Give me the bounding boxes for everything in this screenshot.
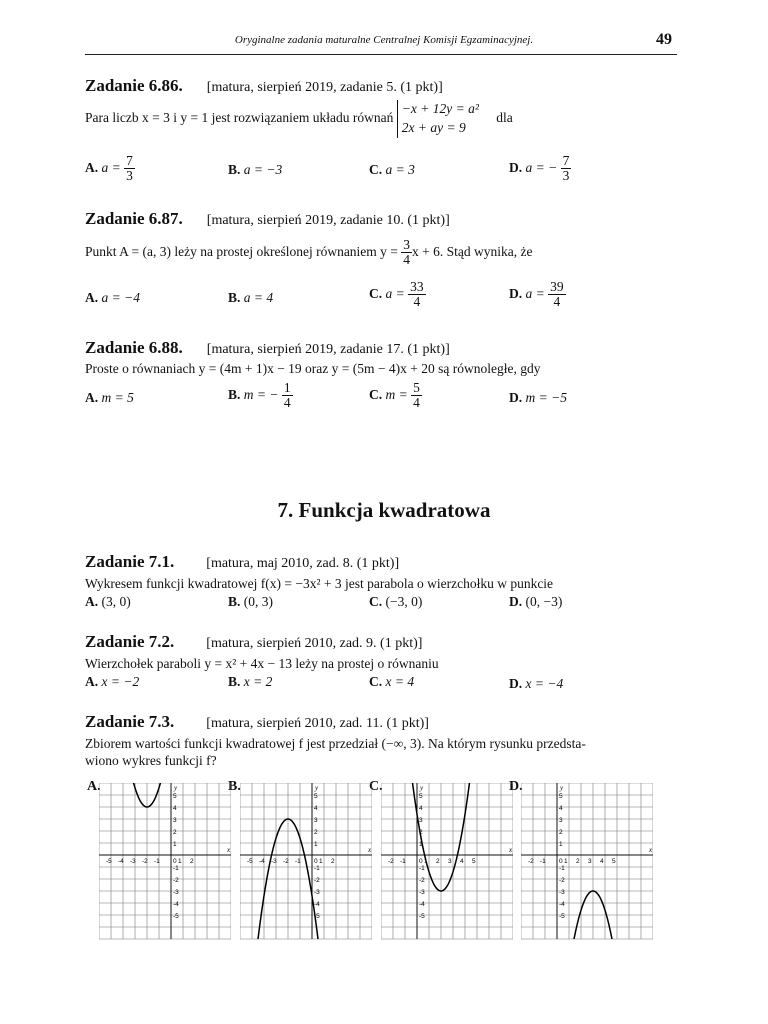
- y-tick-label: -3: [314, 889, 320, 896]
- answer-value: (3, 0): [101, 594, 131, 609]
- task-title: Zadanie 6.87.: [85, 209, 183, 228]
- y-tick-label: -1: [419, 865, 425, 872]
- answer-value: x = 4: [385, 674, 415, 689]
- task-text-tail: dla: [496, 109, 513, 125]
- y-tick-label: -5: [419, 913, 425, 920]
- task-title: Zadanie 7.3.: [85, 712, 175, 731]
- task-source: [matura, sierpień 2010, zad. 11. (1 pkt)]: [206, 716, 429, 731]
- x-tick-label: 0: [173, 858, 177, 865]
- answer-b: [228, 674, 272, 690]
- graph-b: [240, 783, 372, 943]
- answer-d: [509, 676, 563, 692]
- answer-value: a = −4: [101, 290, 140, 305]
- task-7-3-text-line2: wiono wykres funkcji f?: [85, 753, 217, 768]
- answer-label: C.: [369, 162, 383, 177]
- page-number: 49: [656, 31, 672, 48]
- task-6-86-text: [85, 100, 513, 138]
- task-text: Punkt A = (a, 3) leży na prostej określonej równaniem y =: [85, 243, 398, 259]
- x-tick-label: -4: [118, 858, 124, 865]
- y-tick-label: 4: [173, 805, 177, 812]
- graph-c: [381, 783, 513, 943]
- task-7-3-heading: [85, 712, 429, 732]
- task-source: [matura, sierpień 2019, zadanie 5. (1 pkt)]: [206, 80, 443, 95]
- equation-system: [397, 100, 479, 138]
- x-tick-label: -3: [130, 858, 136, 865]
- y-tick-label: 2: [419, 829, 423, 836]
- task-7-1-heading: [85, 552, 399, 572]
- x-tick-label: -1: [540, 858, 546, 865]
- x-axis-label: x: [649, 846, 653, 854]
- answer-a: [85, 290, 140, 306]
- y-tick-label: 3: [419, 817, 423, 824]
- y-tick-label: 2: [314, 829, 318, 836]
- answer-label: A.: [85, 674, 99, 689]
- task-title: Zadanie 7.1.: [85, 552, 175, 571]
- graph-a: [99, 783, 231, 943]
- x-tick-label: 1: [178, 858, 182, 865]
- answer-d: [509, 594, 562, 610]
- x-tick-label: 0: [314, 858, 318, 865]
- y-tick-label: 3: [314, 817, 318, 824]
- answer-c: [369, 162, 415, 178]
- y-tick-label: 1: [419, 841, 423, 848]
- x-tick-label: 5: [612, 858, 616, 865]
- answer-label: B.: [228, 162, 241, 177]
- fraction: $\frac{39}{4}$: [550, 279, 564, 310]
- x-tick-label: 2: [576, 858, 580, 865]
- answer-a: [85, 390, 134, 406]
- x-tick-label: -2: [142, 858, 148, 865]
- y-tick-label: 2: [173, 829, 177, 836]
- answer-value: a = −: [525, 159, 558, 175]
- answer-a: [85, 154, 135, 183]
- task-7-1-text: Wykresem funkcji kwadratowej f(x) = −3x² + 3 jest parabola o wierzchołku w punkcie: [85, 576, 554, 591]
- answer-label: D.: [509, 676, 523, 691]
- fraction: $\frac{7}{3}$: [562, 153, 570, 184]
- fraction: $\frac{1}{4}$: [283, 380, 291, 411]
- x-tick-label: -5: [247, 858, 253, 865]
- answer-value: a = −3: [243, 162, 283, 177]
- answer-d: [509, 390, 567, 406]
- y-tick-label: -1: [559, 865, 565, 872]
- x-tick-label: -3: [271, 858, 277, 865]
- answer-value: x = −4: [525, 676, 564, 691]
- x-tick-label: 2: [190, 858, 194, 865]
- y-tick-label: 4: [314, 805, 318, 812]
- y-tick-label: -2: [419, 877, 425, 884]
- y-tick-label: 3: [173, 817, 177, 824]
- y-tick-label: -3: [173, 889, 179, 896]
- y-tick-label: -5: [314, 913, 320, 920]
- task-title: Zadanie 6.88.: [85, 338, 183, 357]
- answer-value: m = −: [243, 386, 279, 402]
- y-tick-label: -2: [559, 877, 565, 884]
- y-axis-label: y: [560, 784, 564, 792]
- equation-1: −x + 12y = a²: [401, 101, 479, 116]
- x-tick-label: 0: [419, 858, 423, 865]
- task-text: Para liczb x = 3 i y = 1 jest rozwiązaniem układu równań: [85, 109, 394, 125]
- x-tick-label: 3: [448, 858, 452, 865]
- task-6-88-text: Proste o równaniach y = (4m + 1)x − 19 oraz y = (5m − 4)x + 20 są równoległe, gdy: [85, 361, 541, 376]
- y-tick-label: -1: [314, 865, 320, 872]
- x-tick-label: -5: [106, 858, 112, 865]
- answer-label: C.: [369, 285, 383, 301]
- x-tick-label: 3: [588, 858, 592, 865]
- task-source: [matura, sierpień 2019, zadanie 10. (1 pkt)]: [206, 213, 450, 228]
- y-tick-label: 4: [559, 805, 563, 812]
- task-6-88-heading: [85, 338, 450, 358]
- answer-label: B.: [228, 290, 241, 305]
- task-text-tail: x + 6. Stąd wynika, że: [412, 243, 533, 259]
- x-tick-label: -2: [388, 858, 394, 865]
- x-tick-label: 2: [436, 858, 440, 865]
- answer-label: D.: [509, 390, 523, 405]
- x-axis-label: x: [368, 846, 372, 854]
- graph-label-a: A.: [87, 779, 101, 794]
- answer-label: A.: [85, 594, 99, 609]
- answer-value: m = 5: [101, 390, 134, 405]
- y-tick-label: -3: [559, 889, 565, 896]
- y-tick-label: -1: [173, 865, 179, 872]
- answer-value: (−3, 0): [385, 594, 423, 609]
- x-tick-label: -1: [295, 858, 301, 865]
- answer-c: [369, 280, 426, 309]
- y-tick-label: 3: [559, 817, 563, 824]
- answer-value: (0, −3): [525, 594, 563, 609]
- y-tick-label: 5: [559, 793, 563, 800]
- y-tick-label: -5: [559, 913, 565, 920]
- y-axis-label: y: [420, 784, 424, 792]
- answer-value: a = 3: [385, 162, 415, 177]
- x-tick-label: -2: [283, 858, 289, 865]
- y-tick-label: 4: [419, 805, 423, 812]
- answer-value: x = −2: [101, 674, 140, 689]
- x-tick-label: -2: [528, 858, 534, 865]
- task-6-87-heading: [85, 209, 450, 229]
- answer-label: D.: [509, 159, 523, 175]
- task-source: [matura, maj 2010, zad. 8. (1 pkt)]: [206, 556, 400, 571]
- fraction: $\frac{7}{3}$: [126, 153, 133, 184]
- header-rule: [85, 54, 677, 55]
- answer-label: A.: [85, 390, 99, 405]
- x-tick-label: 5: [472, 858, 476, 865]
- y-tick-label: 5: [173, 793, 177, 800]
- answer-label: A.: [85, 290, 99, 305]
- answer-value: m = −5: [525, 390, 567, 405]
- y-tick-label: 1: [173, 841, 177, 848]
- y-axis-label: y: [174, 784, 178, 792]
- graph-label-d: D.: [509, 779, 523, 794]
- y-tick-label: 1: [559, 841, 563, 848]
- answer-value: a =: [385, 285, 405, 301]
- y-tick-label: 5: [314, 793, 318, 800]
- task-title: Zadanie 7.2.: [85, 632, 175, 651]
- x-tick-label: 1: [564, 858, 568, 865]
- x-tick-label: 0: [559, 858, 563, 865]
- running-header: Oryginalne zadania maturalne Centralnej Komisji Egzaminacyjnej.: [234, 34, 534, 46]
- answer-label: C.: [369, 386, 383, 402]
- answer-value: m =: [385, 386, 408, 402]
- y-tick-label: 2: [559, 829, 563, 836]
- y-tick-label: -4: [419, 901, 425, 908]
- x-tick-label: -4: [259, 858, 265, 865]
- answer-label: D.: [509, 594, 523, 609]
- y-tick-label: -4: [559, 901, 565, 908]
- x-tick-label: 4: [460, 858, 464, 865]
- fraction: $\frac{5}{4}$: [413, 380, 420, 411]
- x-tick-label: 4: [600, 858, 604, 865]
- y-tick-label: -4: [173, 901, 179, 908]
- y-tick-label: -2: [314, 877, 320, 884]
- graph-d: [521, 783, 653, 943]
- answer-d: [509, 154, 571, 183]
- answer-a: [85, 594, 131, 610]
- task-7-3-text-line1: Zbiorem wartości funkcji kwadratowej f jest przedział (−∞, 3). Na którym rysunku przedsta-: [85, 736, 586, 751]
- answer-value: a =: [101, 159, 121, 175]
- answer-b: [228, 381, 293, 410]
- chapter-title: 7. Funkcja kwadratowa: [277, 498, 491, 522]
- task-6-87-text: [85, 238, 533, 267]
- answer-label: B.: [228, 386, 241, 402]
- fraction: $\frac{3}{4}$: [403, 237, 411, 268]
- answer-c: [369, 674, 414, 690]
- answer-label: C.: [369, 594, 383, 609]
- y-tick-label: -2: [173, 877, 179, 884]
- graph-label-b: B.: [228, 779, 241, 794]
- answer-b: [228, 290, 273, 306]
- x-axis-label: x: [227, 846, 231, 854]
- y-axis-label: y: [315, 784, 319, 792]
- answer-label: D.: [509, 285, 523, 301]
- answer-label: C.: [369, 674, 383, 689]
- answer-b: [228, 162, 282, 178]
- y-tick-label: 1: [314, 841, 318, 848]
- task-source: [matura, sierpień 2019, zadanie 17. (1 pkt)]: [206, 342, 450, 357]
- answer-d: [509, 280, 566, 309]
- answer-label: B.: [228, 674, 241, 689]
- x-tick-label: -1: [154, 858, 160, 865]
- task-6-86-heading: [85, 76, 443, 96]
- equation-2: 2x + ay = 9: [401, 119, 466, 135]
- y-tick-label: -5: [173, 913, 179, 920]
- answer-b: [228, 594, 273, 610]
- answer-value: x = 2: [243, 674, 273, 689]
- fraction: $\frac{33}{4}$: [410, 279, 424, 310]
- answer-value: a =: [525, 285, 545, 301]
- x-axis-label: x: [509, 846, 513, 854]
- answer-a: [85, 674, 139, 690]
- task-source: [matura, sierpień 2010, zad. 9. (1 pkt)]: [206, 636, 423, 651]
- graph-label-c: C.: [369, 779, 383, 794]
- y-tick-label: -3: [419, 889, 425, 896]
- task-7-2-text: Wierzchołek paraboli y = x² + 4x − 13 leży na prostej o równaniu: [85, 656, 439, 671]
- answer-label: A.: [85, 159, 99, 175]
- task-title: Zadanie 6.86.: [85, 76, 183, 95]
- x-tick-label: 2: [331, 858, 335, 865]
- task-7-2-heading: [85, 632, 422, 652]
- answer-value: a = 4: [243, 290, 274, 305]
- x-tick-label: -1: [400, 858, 406, 865]
- y-tick-label: -4: [314, 901, 320, 908]
- answer-c: [369, 381, 422, 410]
- answer-value: (0, 3): [243, 594, 274, 609]
- x-tick-label: 1: [424, 858, 428, 865]
- x-tick-label: 1: [319, 858, 323, 865]
- y-tick-label: 5: [419, 793, 423, 800]
- answer-c: [369, 594, 422, 610]
- answer-label: B.: [228, 594, 241, 609]
